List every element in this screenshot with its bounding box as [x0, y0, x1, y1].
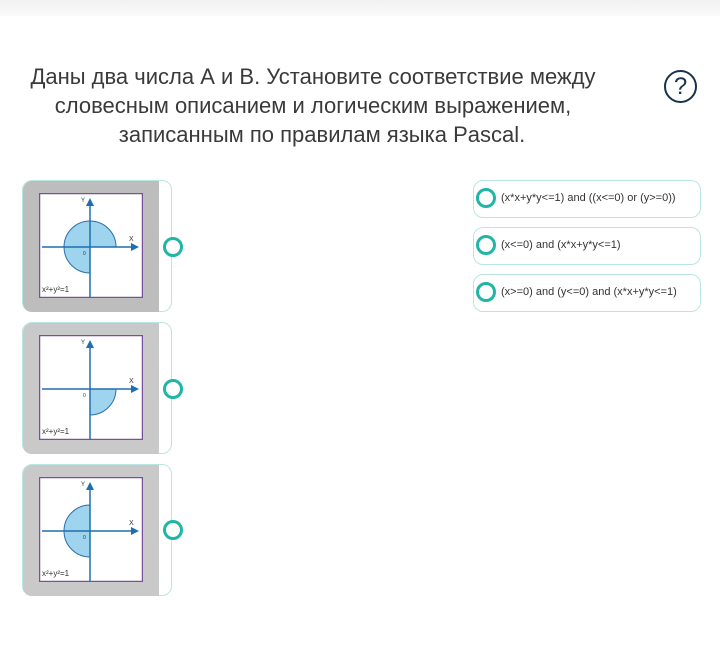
- card-1-connector[interactable]: [163, 237, 183, 257]
- option-3-connector[interactable]: [476, 282, 496, 302]
- card-3-connector[interactable]: [163, 520, 183, 540]
- option-3-label: (x>=0) and (y<=0) and (x*x+y*y<=1): [501, 286, 677, 298]
- option-1[interactable]: [473, 180, 701, 218]
- option-2-connector[interactable]: [476, 235, 496, 255]
- equation-label: x²+y²=1: [42, 569, 70, 578]
- origin-label: 0: [83, 393, 86, 399]
- origin-label: 0: [83, 535, 86, 541]
- axis-y-label: Y: [81, 340, 86, 346]
- question-line-2: словесным описанием и логическим выражением,: [54, 93, 572, 118]
- option-1-connector[interactable]: [476, 188, 496, 208]
- question-line-3: записанным по правилам языка Pascal.: [118, 122, 526, 147]
- option-3[interactable]: [473, 274, 701, 312]
- axis-x-label: X: [129, 236, 134, 243]
- option-1-label: (x*x+y*y<=1) and ((x<=0) or (y>=0)): [501, 192, 676, 204]
- question-text: [0, 62, 626, 149]
- axis-y-label: Y: [81, 482, 86, 488]
- origin-label: 0: [83, 251, 86, 257]
- question-mark-icon: ?: [673, 72, 688, 100]
- equation-label: x²+y²=1: [42, 427, 70, 436]
- axis-y-label: Y: [81, 198, 86, 204]
- graph-figure: [39, 477, 143, 582]
- card-2-connector[interactable]: [163, 379, 183, 399]
- help-button[interactable]: [664, 70, 697, 103]
- graph-card-1[interactable]: [22, 180, 172, 312]
- graph-card-3[interactable]: [22, 464, 172, 596]
- axis-x-label: X: [129, 378, 134, 385]
- graph-figure: [39, 335, 143, 440]
- option-2[interactable]: [473, 227, 701, 265]
- graph-figure: [39, 193, 143, 298]
- equation-label: x²+y²=1: [42, 285, 70, 294]
- question-line-1: Даны два числа А и В. Установите соответствие между: [30, 64, 596, 89]
- option-2-label: (x<=0) and (x*x+y*y<=1): [501, 239, 621, 251]
- graph-card-2[interactable]: [22, 322, 172, 454]
- axis-x-label: X: [129, 520, 134, 527]
- top-bar: [0, 0, 720, 16]
